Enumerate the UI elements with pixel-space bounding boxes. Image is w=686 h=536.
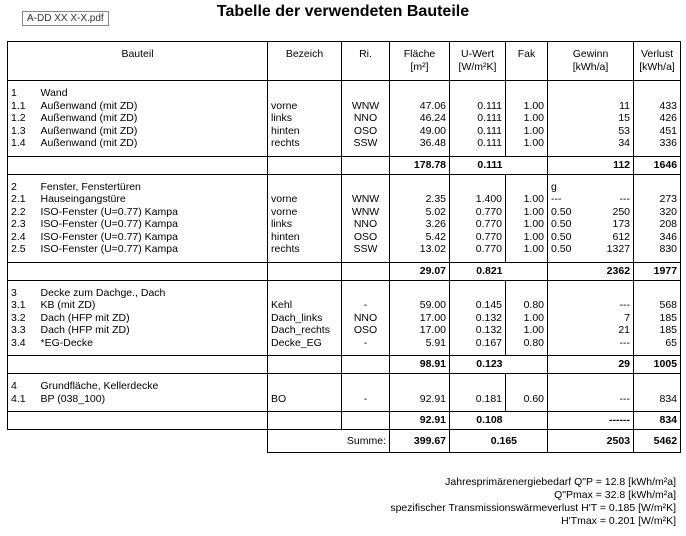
loss [634, 181, 681, 194]
designation [268, 356, 342, 374]
section-number: 3 [8, 287, 38, 300]
gain: 53 [618, 124, 631, 137]
factor: 1.00 [506, 243, 548, 256]
primary-energy-demand: Jahresprimärenergiebedarf Q"P = 12.8 [kWh/m²a] [445, 476, 676, 488]
designation: rechts [268, 243, 342, 256]
gain [578, 287, 634, 300]
u-value: 0.111 [450, 100, 506, 113]
designation: Kehl [268, 299, 342, 312]
designation: vorne [268, 193, 342, 206]
section-title-row [8, 287, 681, 300]
total-label: Summe: [268, 430, 390, 453]
row-number: 3.2 [8, 312, 38, 325]
row-number: 3.1 [8, 299, 38, 312]
area [390, 181, 450, 194]
components-table [7, 41, 681, 453]
g-value [548, 299, 578, 312]
u-value [450, 87, 506, 100]
gain: 11 [619, 99, 631, 112]
component-name: ISO-Fenster (U=0.77) Kampa [40, 230, 178, 243]
factor: 1.00 [506, 125, 548, 138]
loss: 336 [634, 137, 681, 150]
designation: rechts [268, 137, 342, 150]
row-number: 3.4 [8, 337, 38, 350]
total-u-value: 0.165 [450, 430, 548, 453]
grand-total-row [8, 430, 681, 453]
loss: 320 [634, 206, 681, 219]
area: 17.00 [390, 312, 450, 325]
gain [578, 181, 634, 194]
factor [506, 287, 548, 300]
row-number [8, 412, 38, 430]
g-value [548, 137, 578, 150]
designation [268, 287, 342, 300]
area: 59.00 [390, 299, 450, 312]
u-value: 0.770 [450, 231, 506, 244]
primary-energy-max: Q"Pmax = 32.8 [kWh/m²a] [554, 489, 676, 501]
u-value: 0.111 [450, 137, 506, 150]
table-row [8, 100, 681, 113]
subtotal-row [8, 356, 681, 374]
area: 5.42 [390, 231, 450, 244]
orientation [342, 412, 390, 430]
g-value: 0.50 [548, 218, 578, 231]
factor: 1.00 [506, 324, 548, 337]
designation: vorne [268, 206, 342, 219]
table-row [8, 312, 681, 325]
loss: 568 [634, 299, 681, 312]
orientation: WNW [342, 100, 390, 113]
factor [506, 181, 548, 194]
factor: 0.80 [506, 299, 548, 312]
gain: 173 [612, 218, 631, 230]
row-number [8, 262, 38, 280]
area: 3.26 [390, 218, 450, 231]
row-number [8, 156, 38, 174]
loss: 65 [634, 337, 681, 350]
g-value [548, 356, 578, 374]
g-value-header [548, 87, 578, 100]
section-title-row [8, 87, 681, 100]
section-number: 1 [8, 87, 38, 100]
area: 36.48 [390, 137, 450, 150]
section-title-row [8, 380, 681, 393]
row-number: 2.4 [8, 231, 38, 244]
g-value [548, 125, 578, 138]
component-name: *EG-Decke [40, 336, 94, 349]
factor: 1.00 [506, 100, 548, 113]
table-row [8, 137, 681, 150]
component-name: Dach (HFP mit ZD) [40, 324, 130, 336]
u-value [450, 287, 506, 300]
header-ri: Ri. [342, 42, 390, 81]
transmission-heat-loss: spezifischer Transmissionswärmeverlust H'T = 0.185 [W/m²K] [390, 502, 676, 514]
u-value: 0.108 [450, 412, 506, 430]
loss: 208 [634, 218, 681, 231]
area: 98.91 [390, 356, 450, 374]
section-number: 4 [8, 380, 38, 393]
g-value [548, 324, 578, 337]
u-value [450, 380, 506, 393]
orientation: - [342, 393, 390, 406]
page-title: Tabelle der verwendeten Bauteile [216, 3, 470, 20]
gain [578, 380, 634, 393]
u-value: 0.181 [450, 393, 506, 406]
factor: 1.00 [506, 312, 548, 325]
designation: Dach_rechts [268, 324, 342, 337]
loss: 1005 [634, 356, 681, 374]
designation [268, 380, 342, 393]
designation [268, 412, 342, 430]
gain: 21 [618, 324, 631, 336]
gain: 2362 [578, 262, 634, 280]
area: 92.91 [390, 412, 450, 430]
component-name: Dach (HFP mit ZD) [40, 311, 130, 324]
orientation [342, 287, 390, 300]
designation: links [268, 112, 342, 125]
row-number: 2.5 [8, 243, 38, 256]
table-row [8, 206, 681, 219]
table-row [8, 231, 681, 244]
gain: 1327 [606, 243, 631, 255]
g-value-header [548, 287, 578, 300]
table-row [8, 324, 681, 337]
component-name: Außenwand (mit ZD) [40, 99, 138, 112]
area [390, 87, 450, 100]
g-value: 0.50 [548, 243, 578, 256]
table-row [8, 337, 681, 350]
row-number: 3.3 [8, 324, 38, 337]
area: 17.00 [390, 324, 450, 337]
g-value-header [548, 380, 578, 393]
row-number: 2.1 [8, 193, 38, 206]
gain: --- [619, 392, 631, 405]
u-value: 0.770 [450, 243, 506, 256]
designation: BO [268, 393, 342, 406]
row-number: 2.2 [8, 206, 38, 219]
gain [578, 87, 634, 100]
component-name [38, 412, 268, 430]
u-value: 0.123 [450, 356, 506, 374]
component-name: ISO-Fenster (U=0.77) Kampa [40, 205, 178, 218]
g-value [548, 393, 578, 406]
gain: 29 [578, 356, 634, 374]
component-name: Außenwand (mit ZD) [40, 112, 138, 124]
orientation: - [342, 337, 390, 350]
u-value: 0.111 [450, 112, 506, 125]
orientation: WNW [342, 193, 390, 206]
factor [506, 356, 548, 374]
area: 5.91 [390, 337, 450, 350]
row-number: 4.1 [8, 393, 38, 406]
factor [506, 380, 548, 393]
header-bezeich: Bezeich [268, 42, 342, 81]
component-name [38, 356, 268, 374]
factor: 1.00 [506, 231, 548, 244]
g-value [548, 312, 578, 325]
area: 47.06 [390, 100, 450, 113]
g-value [548, 112, 578, 125]
loss: 830 [634, 243, 681, 256]
component-name [38, 156, 268, 174]
gain: 112 [578, 156, 634, 174]
section-title-row [8, 181, 681, 194]
u-value: 0.821 [450, 262, 506, 280]
orientation: OSO [342, 125, 390, 138]
loss: 346 [634, 231, 681, 244]
u-value: 0.132 [450, 324, 506, 337]
u-value: 0.770 [450, 206, 506, 219]
table-header-row [8, 42, 681, 81]
subtotal-row [8, 412, 681, 430]
gain: --- [619, 299, 631, 311]
component-name: Außenwand (mit ZD) [40, 124, 138, 137]
component-name: Außenwand (mit ZD) [40, 137, 138, 149]
designation [268, 156, 342, 174]
component-name: Hauseingangstüre [40, 193, 126, 205]
gain: 612 [612, 230, 631, 243]
loss [634, 380, 681, 393]
area: 92.91 [390, 393, 450, 406]
gain: 34 [618, 137, 631, 149]
section-number: 2 [8, 181, 38, 194]
total-gain: 2503 [548, 430, 634, 453]
factor [506, 87, 548, 100]
loss: 185 [634, 312, 681, 325]
orientation: - [342, 299, 390, 312]
section-title: Wand [40, 87, 68, 99]
component-name [38, 262, 268, 280]
designation: hinten [268, 125, 342, 138]
factor: 1.00 [506, 206, 548, 219]
orientation [342, 356, 390, 374]
header-verlust: Verlust [kWh/a] [634, 42, 681, 81]
area [390, 380, 450, 393]
orientation: WNW [342, 206, 390, 219]
designation: links [268, 218, 342, 231]
designation [268, 262, 342, 280]
orientation: OSO [342, 231, 390, 244]
component-name: ISO-Fenster (U=0.77) Kampa [40, 218, 178, 230]
orientation: NNO [342, 218, 390, 231]
gain: 15 [618, 112, 631, 124]
header-fak: Fak [506, 42, 548, 81]
gain: 7 [624, 311, 631, 324]
u-value: 0.145 [450, 299, 506, 312]
area: 5.02 [390, 206, 450, 219]
u-value: 0.111 [450, 156, 506, 174]
g-value [548, 156, 578, 174]
loss: 433 [634, 100, 681, 113]
transmission-heat-loss-max: H'Tmax = 0.201 [W/m²K] [561, 515, 676, 527]
designation [268, 181, 342, 194]
g-value: --- [548, 193, 578, 206]
g-value [548, 412, 578, 430]
table-row [8, 112, 681, 125]
factor: 1.00 [506, 218, 548, 231]
loss [634, 87, 681, 100]
loss: 451 [634, 125, 681, 138]
row-number: 1.4 [8, 137, 38, 150]
g-value [548, 337, 578, 350]
factor: 0.60 [506, 393, 548, 406]
header-bauteil: Bauteil [8, 42, 268, 81]
u-value: 0.111 [450, 125, 506, 138]
total-loss: 5462 [634, 430, 681, 453]
u-value: 0.167 [450, 337, 506, 350]
section-title: Decke zum Dachge., Dach [40, 286, 166, 299]
row-number [8, 356, 38, 374]
area: 178.78 [390, 156, 450, 174]
file-name-tag: A-DD XX X-X.pdf [22, 11, 109, 26]
loss: 185 [634, 324, 681, 337]
component-name: KB (mit ZD) [40, 299, 96, 311]
area: 2.35 [390, 193, 450, 206]
orientation: SSW [342, 243, 390, 256]
factor [506, 262, 548, 280]
area: 46.24 [390, 112, 450, 125]
designation [268, 87, 342, 100]
component-name: ISO-Fenster (U=0.77) Kampa [40, 243, 178, 255]
row-number: 1.1 [8, 100, 38, 113]
loss [634, 287, 681, 300]
header-gewinn: Gewinn [kWh/a] [548, 42, 634, 81]
area: 29.07 [390, 262, 450, 280]
loss: 834 [634, 393, 681, 406]
header-flaeche: Fläche [m²] [390, 42, 450, 81]
blank-cell [8, 430, 268, 453]
loss: 1977 [634, 262, 681, 280]
u-value: 0.770 [450, 218, 506, 231]
orientation [342, 181, 390, 194]
orientation [342, 380, 390, 393]
loss: 834 [634, 412, 681, 430]
factor: 1.00 [506, 112, 548, 125]
table-row [8, 393, 681, 406]
total-area: 399.67 [390, 430, 450, 453]
row-number: 1.2 [8, 112, 38, 125]
gain: 250 [612, 205, 631, 218]
area: 49.00 [390, 125, 450, 138]
row-number: 1.3 [8, 125, 38, 138]
table-row [8, 299, 681, 312]
designation: hinten [268, 231, 342, 244]
orientation [342, 262, 390, 280]
area: 13.02 [390, 243, 450, 256]
g-value [548, 100, 578, 113]
orientation [342, 156, 390, 174]
factor [506, 412, 548, 430]
table-row [8, 125, 681, 138]
designation: Dach_links [268, 312, 342, 325]
area [390, 287, 450, 300]
factor: 1.00 [506, 193, 548, 206]
factor [506, 156, 548, 174]
g-value-header: g [548, 181, 578, 194]
u-value [450, 181, 506, 194]
component-name: BP (038_100) [40, 392, 106, 405]
u-value: 1.400 [450, 193, 506, 206]
factor: 0.80 [506, 337, 548, 350]
table-row [8, 218, 681, 231]
u-value: 0.132 [450, 312, 506, 325]
orientation [342, 87, 390, 100]
designation: Decke_EG [268, 337, 342, 350]
section-title: Fenster, Fenstertüren [40, 180, 141, 193]
subtotal-row [8, 262, 681, 280]
table-row [8, 243, 681, 256]
section-title: Grundfläche, Kellerdecke [40, 380, 159, 392]
gain: --- [619, 336, 631, 349]
orientation: SSW [342, 137, 390, 150]
row-number: 2.3 [8, 218, 38, 231]
loss: 273 [634, 193, 681, 206]
subtotal-row [8, 156, 681, 174]
loss: 426 [634, 112, 681, 125]
header-uwert: U-Wert [W/m²K] [450, 42, 506, 81]
energy-summary [390, 476, 676, 528]
table-row [8, 193, 681, 206]
g-value: 0.50 [548, 231, 578, 244]
gain: --- [619, 193, 631, 205]
g-value [548, 262, 578, 280]
orientation: NNO [342, 112, 390, 125]
factor: 1.00 [506, 137, 548, 150]
orientation: NNO [342, 312, 390, 325]
loss: 1646 [634, 156, 681, 174]
gain: ------ [578, 412, 634, 430]
orientation: OSO [342, 324, 390, 337]
designation: vorne [268, 100, 342, 113]
g-value: 0.50 [548, 206, 578, 219]
